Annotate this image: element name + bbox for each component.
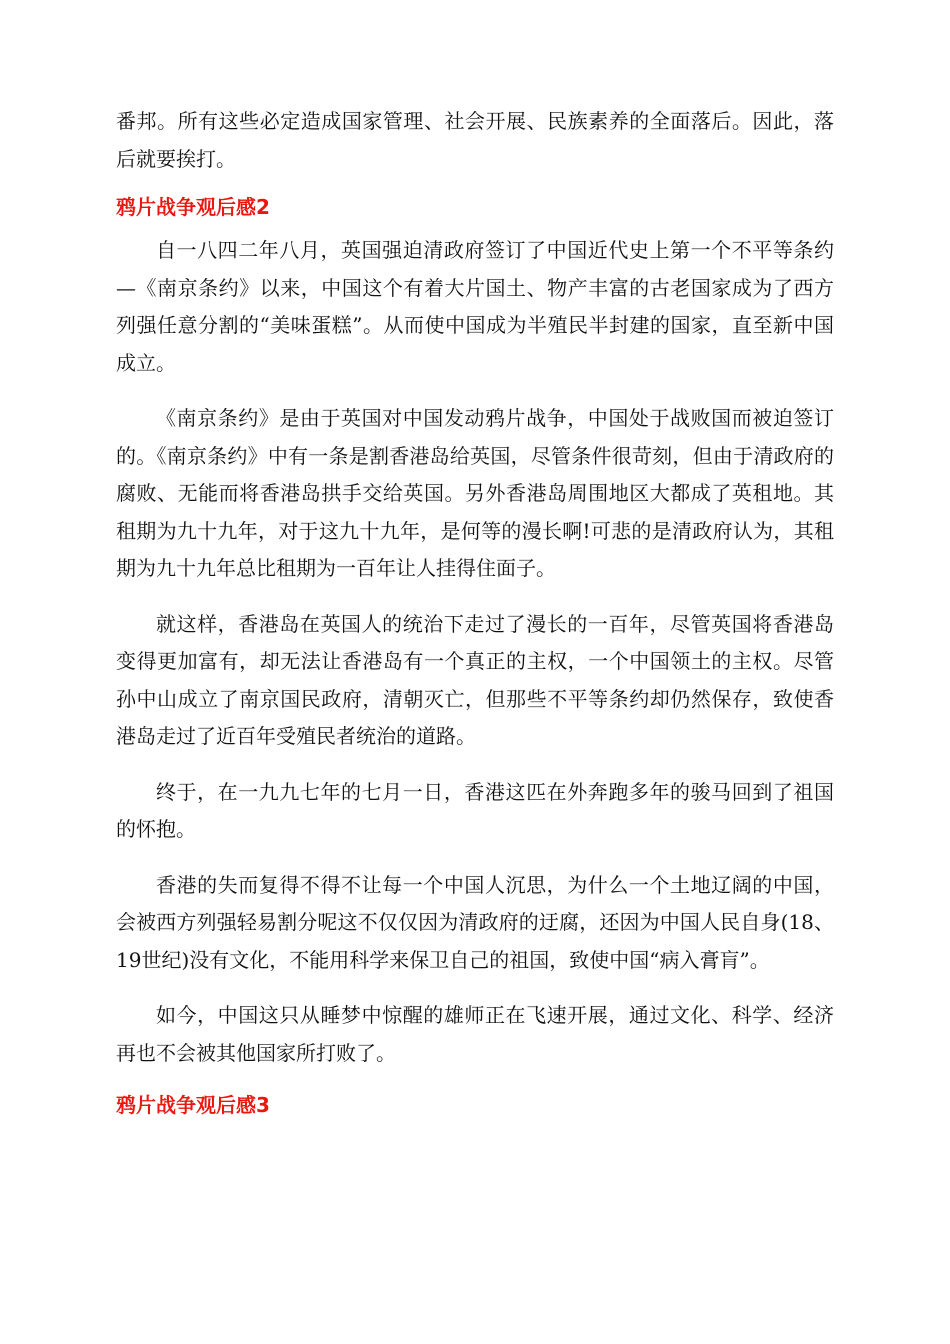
section-heading-3: 鸦片战争观后感3 xyxy=(116,1093,270,1117)
paragraph-5: 香港的失而复得不得不让每一个中国人沉思，为什么一个土地辽阔的中国，会被西方列强轻易割分呢这不仅仅因为清政府的迂腐，还因为中国人民自身(18、19世纪)没有文化，不能用科学来保卫自己的祖国，致使中国“病入膏肓”。 xyxy=(116,872,834,972)
paragraph-3: 就这样，香港岛在英国人的统治下走过了漫长的一百年，尽管英国将香港岛变得更加富有，却无法让香港岛有一个真正的主权，一个中国领土的主权。尽管孙中山成立了南京国民政府，清朝灭亡，但那些不平等条约却仍然保存，致使香港岛走过了近百年受殖民者统治的道路。 xyxy=(116,611,834,748)
document-body xyxy=(116,103,834,1130)
paragraph-4: 终于，在一九九七年的七月一日，香港这匹在外奔跑多年的骏马回到了祖国的怀抱。 xyxy=(116,779,834,841)
intro-paragraph: 番邦。所有这些必定造成国家管理、社会开展、民族素养的全面落后。因此，落后就要挨打。 xyxy=(116,109,834,171)
paragraph-1: 自一八四二年八月，英国强迫清政府签订了中国近代史上第一个不平等条约—《南京条约》以来，中国这个有着大片国土、物产丰富的古老国家成为了西方列强任意分割的“美味蛋糕”。从而使中国成为半殖民半封建的国家，直至新中国成立。 xyxy=(116,238,834,375)
section-heading-2: 鸦片战争观后感2 xyxy=(116,195,270,219)
paragraph-6: 如今，中国这只从睡梦中惊醒的雄师正在飞速开展，通过文化、科学、经济再也不会被其他国家所打败了。 xyxy=(116,1003,834,1065)
paragraph-2: 《南京条约》是由于英国对中国发动鸦片战争，中国处于战败国而被迫签订的。《南京条约》中有一条是割香港岛给英国，尽管条件很苛刻，但由于清政府的腐败、无能而将香港岛拱手交给英国。另外香港岛周围地区大都成了英租地。其租期为九十九年，对于这九十九年，是何等的漫长啊!可悲的是清政府认为，其租期为九十九年总比租期为一百年让人挂得住面子。 xyxy=(116,406,834,580)
